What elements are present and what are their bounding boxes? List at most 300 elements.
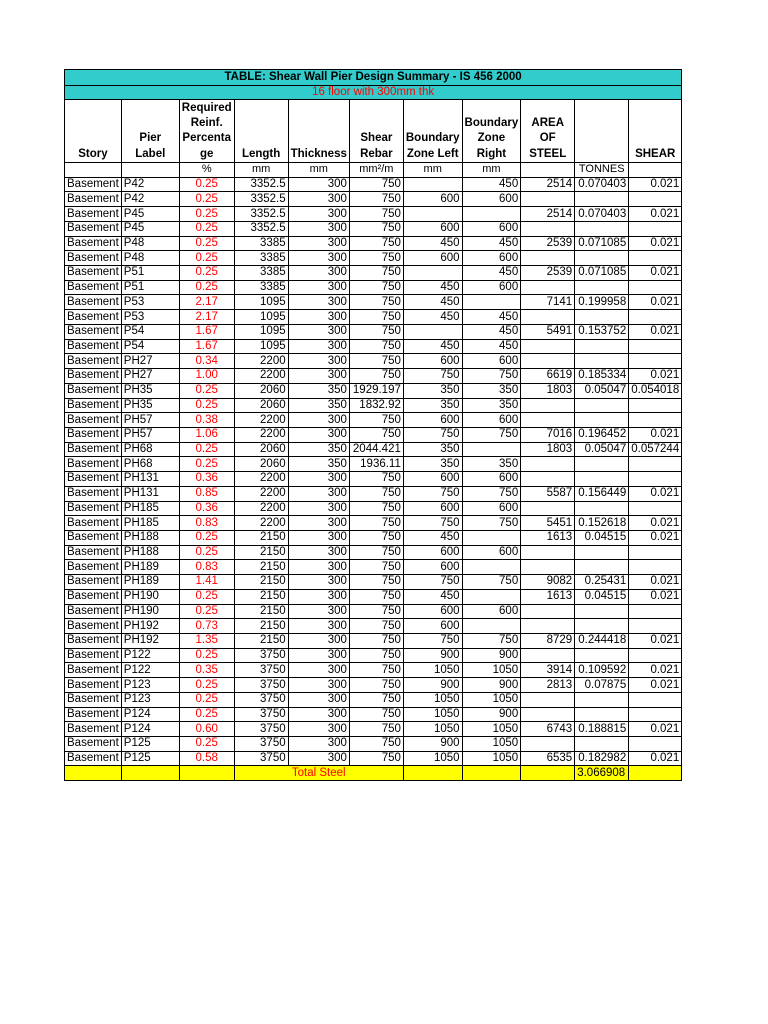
cell-shear-rebar[interactable]: 1832.92 (349, 398, 403, 413)
table-subtitle[interactable]: 16 floor with 300mm thk (65, 86, 682, 100)
cell-thickness[interactable]: 300 (288, 192, 349, 207)
cell-boundary-zone-right[interactable]: 350 (462, 457, 521, 472)
cell-required-reinf[interactable]: 0.25 (179, 678, 234, 693)
cell-shear[interactable] (629, 707, 682, 722)
cell-required-reinf[interactable]: 0.25 (179, 383, 234, 398)
unit-required-reinf[interactable]: % (179, 163, 234, 178)
total-steel-label[interactable]: Total Steel (234, 766, 403, 781)
cell-boundary-zone-right[interactable]: 1050 (462, 663, 521, 678)
cell-length[interactable]: 2200 (234, 413, 288, 428)
cell-story[interactable]: Basement (65, 545, 122, 560)
cell-area-of-steel[interactable]: 1613 (521, 589, 575, 604)
cell-area-of-steel[interactable]: 6619 (521, 369, 575, 384)
cell-boundary-zone-left[interactable]: 450 (403, 280, 462, 295)
cell-pier-label[interactable]: PH68 (121, 442, 179, 457)
cell-required-reinf[interactable]: 0.25 (179, 707, 234, 722)
cell-tonnes[interactable]: 0.04515 (575, 589, 629, 604)
cell-length[interactable]: 3352.5 (234, 207, 288, 222)
cell-shear-rebar[interactable]: 750 (349, 516, 403, 531)
cell-tonnes[interactable]: 0.109592 (575, 663, 629, 678)
cell-pier-label[interactable]: PH190 (121, 604, 179, 619)
cell-shear-rebar[interactable]: 750 (349, 177, 403, 192)
cell-thickness[interactable]: 300 (288, 251, 349, 266)
cell-boundary-zone-left[interactable]: 600 (403, 545, 462, 560)
cell-pier-label[interactable]: P125 (121, 737, 179, 752)
cell-pier-label[interactable]: PH192 (121, 619, 179, 634)
cell-boundary-zone-right[interactable] (462, 619, 521, 634)
cell-pier-label[interactable]: P122 (121, 648, 179, 663)
cell-story[interactable]: Basement (65, 177, 122, 192)
cell-shear[interactable]: 0.021 (629, 295, 682, 310)
cell-boundary-zone-right[interactable] (462, 560, 521, 575)
cell-boundary-zone-left[interactable]: 600 (403, 354, 462, 369)
cell-story[interactable]: Basement (65, 192, 122, 207)
cell-story[interactable]: Basement (65, 310, 122, 325)
total-blank-1[interactable] (65, 766, 122, 781)
cell-required-reinf[interactable]: 1.06 (179, 427, 234, 442)
cell-story[interactable]: Basement (65, 324, 122, 339)
cell-required-reinf[interactable]: 0.25 (179, 442, 234, 457)
cell-story[interactable]: Basement (65, 634, 122, 649)
cell-shear[interactable] (629, 310, 682, 325)
cell-tonnes[interactable] (575, 737, 629, 752)
total-blank-3[interactable] (179, 766, 234, 781)
cell-length[interactable]: 1095 (234, 339, 288, 354)
cell-story[interactable]: Basement (65, 236, 122, 251)
cell-pier-label[interactable]: PH188 (121, 530, 179, 545)
cell-pier-label[interactable]: P124 (121, 722, 179, 737)
cell-tonnes[interactable] (575, 221, 629, 236)
cell-required-reinf[interactable]: 0.25 (179, 177, 234, 192)
cell-area-of-steel[interactable]: 7141 (521, 295, 575, 310)
cell-required-reinf[interactable]: 1.00 (179, 369, 234, 384)
cell-boundary-zone-right[interactable]: 1050 (462, 722, 521, 737)
header-tonnes[interactable] (575, 100, 629, 163)
cell-tonnes[interactable] (575, 707, 629, 722)
cell-story[interactable]: Basement (65, 472, 122, 487)
header-required-reinf[interactable]: Required Reinf. Percenta ge (179, 100, 234, 163)
cell-required-reinf[interactable]: 0.73 (179, 619, 234, 634)
cell-shear-rebar[interactable]: 750 (349, 501, 403, 516)
cell-thickness[interactable]: 300 (288, 369, 349, 384)
cell-story[interactable]: Basement (65, 369, 122, 384)
cell-required-reinf[interactable]: 0.35 (179, 663, 234, 678)
cell-boundary-zone-left[interactable]: 450 (403, 310, 462, 325)
cell-boundary-zone-left[interactable]: 450 (403, 339, 462, 354)
total-steel-tonnes[interactable]: 3.066908 (575, 766, 629, 781)
cell-area-of-steel[interactable]: 6743 (521, 722, 575, 737)
cell-shear[interactable] (629, 457, 682, 472)
cell-pier-label[interactable]: P123 (121, 678, 179, 693)
cell-story[interactable]: Basement (65, 737, 122, 752)
cell-shear[interactable] (629, 560, 682, 575)
cell-shear-rebar[interactable]: 750 (349, 530, 403, 545)
cell-length[interactable]: 2200 (234, 369, 288, 384)
cell-pier-label[interactable]: PH131 (121, 486, 179, 501)
cell-shear[interactable] (629, 280, 682, 295)
cell-required-reinf[interactable]: 0.38 (179, 413, 234, 428)
cell-tonnes[interactable] (575, 692, 629, 707)
cell-area-of-steel[interactable] (521, 501, 575, 516)
cell-story[interactable]: Basement (65, 398, 122, 413)
cell-boundary-zone-left[interactable]: 450 (403, 236, 462, 251)
cell-thickness[interactable]: 300 (288, 737, 349, 752)
cell-tonnes[interactable]: 0.04515 (575, 530, 629, 545)
cell-shear[interactable]: 0.021 (629, 207, 682, 222)
cell-length[interactable]: 2200 (234, 501, 288, 516)
cell-story[interactable]: Basement (65, 619, 122, 634)
cell-shear[interactable] (629, 339, 682, 354)
cell-thickness[interactable]: 300 (288, 207, 349, 222)
cell-story[interactable]: Basement (65, 575, 122, 590)
cell-shear[interactable] (629, 648, 682, 663)
cell-boundary-zone-left[interactable]: 350 (403, 442, 462, 457)
cell-story[interactable]: Basement (65, 692, 122, 707)
cell-boundary-zone-right[interactable]: 450 (462, 324, 521, 339)
cell-shear[interactable]: 0.021 (629, 486, 682, 501)
cell-boundary-zone-right[interactable]: 600 (462, 472, 521, 487)
cell-tonnes[interactable] (575, 648, 629, 663)
cell-shear[interactable]: 0.021 (629, 516, 682, 531)
cell-shear-rebar[interactable]: 750 (349, 236, 403, 251)
cell-area-of-steel[interactable] (521, 737, 575, 752)
cell-story[interactable]: Basement (65, 280, 122, 295)
cell-pier-label[interactable]: P53 (121, 295, 179, 310)
cell-required-reinf[interactable]: 0.25 (179, 221, 234, 236)
cell-pier-label[interactable]: P124 (121, 707, 179, 722)
cell-area-of-steel[interactable] (521, 354, 575, 369)
cell-boundary-zone-left[interactable]: 600 (403, 251, 462, 266)
cell-pier-label[interactable]: PH57 (121, 413, 179, 428)
cell-pier-label[interactable]: PH35 (121, 383, 179, 398)
header-boundary-zone-left[interactable]: Boundary Zone Left (403, 100, 462, 163)
cell-boundary-zone-left[interactable]: 350 (403, 398, 462, 413)
cell-thickness[interactable]: 300 (288, 545, 349, 560)
cell-boundary-zone-left[interactable]: 450 (403, 589, 462, 604)
cell-thickness[interactable]: 300 (288, 663, 349, 678)
cell-area-of-steel[interactable] (521, 339, 575, 354)
cell-required-reinf[interactable]: 0.60 (179, 722, 234, 737)
cell-boundary-zone-right[interactable]: 900 (462, 648, 521, 663)
cell-pier-label[interactable]: P48 (121, 251, 179, 266)
cell-pier-label[interactable]: PH185 (121, 501, 179, 516)
cell-boundary-zone-right[interactable]: 900 (462, 707, 521, 722)
cell-pier-label[interactable]: PH57 (121, 427, 179, 442)
cell-area-of-steel[interactable]: 5491 (521, 324, 575, 339)
cell-length[interactable]: 3385 (234, 236, 288, 251)
cell-area-of-steel[interactable] (521, 398, 575, 413)
cell-tonnes[interactable] (575, 280, 629, 295)
cell-thickness[interactable]: 300 (288, 516, 349, 531)
cell-area-of-steel[interactable] (521, 472, 575, 487)
cell-shear[interactable] (629, 501, 682, 516)
cell-pier-label[interactable]: P42 (121, 177, 179, 192)
cell-story[interactable]: Basement (65, 707, 122, 722)
cell-area-of-steel[interactable]: 6535 (521, 751, 575, 766)
cell-boundary-zone-left[interactable]: 1050 (403, 663, 462, 678)
cell-pier-label[interactable]: PH190 (121, 589, 179, 604)
cell-shear[interactable] (629, 251, 682, 266)
cell-length[interactable]: 3750 (234, 707, 288, 722)
cell-area-of-steel[interactable]: 5587 (521, 486, 575, 501)
cell-shear[interactable]: 0.021 (629, 722, 682, 737)
unit-pier-label[interactable] (121, 163, 179, 178)
cell-tonnes[interactable] (575, 192, 629, 207)
cell-pier-label[interactable]: P54 (121, 324, 179, 339)
cell-story[interactable]: Basement (65, 560, 122, 575)
cell-boundary-zone-left[interactable]: 1050 (403, 707, 462, 722)
cell-thickness[interactable]: 300 (288, 722, 349, 737)
cell-pier-label[interactable]: PH35 (121, 398, 179, 413)
cell-shear-rebar[interactable]: 750 (349, 413, 403, 428)
cell-required-reinf[interactable]: 0.25 (179, 192, 234, 207)
cell-length[interactable]: 3352.5 (234, 177, 288, 192)
cell-area-of-steel[interactable] (521, 560, 575, 575)
cell-required-reinf[interactable]: 0.25 (179, 280, 234, 295)
cell-thickness[interactable]: 300 (288, 266, 349, 281)
cell-shear-rebar[interactable]: 750 (349, 207, 403, 222)
cell-area-of-steel[interactable] (521, 648, 575, 663)
cell-required-reinf[interactable]: 0.85 (179, 486, 234, 501)
cell-area-of-steel[interactable]: 7016 (521, 427, 575, 442)
cell-boundary-zone-left[interactable]: 600 (403, 619, 462, 634)
cell-required-reinf[interactable]: 0.25 (179, 648, 234, 663)
cell-tonnes[interactable] (575, 251, 629, 266)
cell-shear[interactable] (629, 545, 682, 560)
cell-shear-rebar[interactable]: 750 (349, 472, 403, 487)
cell-shear-rebar[interactable]: 750 (349, 663, 403, 678)
cell-thickness[interactable]: 300 (288, 648, 349, 663)
cell-length[interactable]: 2200 (234, 354, 288, 369)
header-length[interactable]: Length (234, 100, 288, 163)
cell-story[interactable]: Basement (65, 383, 122, 398)
cell-shear-rebar[interactable]: 750 (349, 737, 403, 752)
cell-area-of-steel[interactable]: 9082 (521, 575, 575, 590)
cell-tonnes[interactable]: 0.070403 (575, 177, 629, 192)
cell-thickness[interactable]: 300 (288, 619, 349, 634)
cell-thickness[interactable]: 300 (288, 751, 349, 766)
cell-boundary-zone-right[interactable] (462, 442, 521, 457)
cell-tonnes[interactable]: 0.152618 (575, 516, 629, 531)
cell-thickness[interactable]: 300 (288, 472, 349, 487)
cell-pier-label[interactable]: P51 (121, 266, 179, 281)
cell-boundary-zone-left[interactable]: 900 (403, 737, 462, 752)
cell-required-reinf[interactable]: 0.25 (179, 604, 234, 619)
cell-boundary-zone-left[interactable]: 600 (403, 192, 462, 207)
cell-length[interactable]: 2200 (234, 427, 288, 442)
cell-length[interactable]: 2150 (234, 530, 288, 545)
cell-length[interactable]: 2200 (234, 472, 288, 487)
cell-required-reinf[interactable]: 2.17 (179, 295, 234, 310)
cell-shear[interactable]: 0.021 (629, 575, 682, 590)
cell-pier-label[interactable]: PH27 (121, 354, 179, 369)
cell-area-of-steel[interactable]: 5451 (521, 516, 575, 531)
cell-thickness[interactable]: 350 (288, 398, 349, 413)
cell-length[interactable]: 2060 (234, 457, 288, 472)
cell-length[interactable]: 2150 (234, 589, 288, 604)
cell-shear[interactable]: 0.021 (629, 634, 682, 649)
cell-pier-label[interactable]: P53 (121, 310, 179, 325)
cell-shear-rebar[interactable]: 1936.11 (349, 457, 403, 472)
cell-boundary-zone-left[interactable]: 350 (403, 457, 462, 472)
cell-tonnes[interactable] (575, 339, 629, 354)
cell-thickness[interactable]: 300 (288, 678, 349, 693)
cell-boundary-zone-right[interactable]: 450 (462, 339, 521, 354)
cell-shear-rebar[interactable]: 750 (349, 751, 403, 766)
cell-boundary-zone-left[interactable]: 750 (403, 516, 462, 531)
cell-pier-label[interactable]: P45 (121, 221, 179, 236)
cell-required-reinf[interactable]: 0.25 (179, 545, 234, 560)
cell-length[interactable]: 3750 (234, 751, 288, 766)
cell-tonnes[interactable] (575, 472, 629, 487)
cell-area-of-steel[interactable] (521, 707, 575, 722)
cell-length[interactable]: 3385 (234, 280, 288, 295)
cell-length[interactable]: 2150 (234, 560, 288, 575)
cell-required-reinf[interactable]: 0.25 (179, 207, 234, 222)
cell-boundary-zone-left[interactable]: 600 (403, 604, 462, 619)
cell-shear-rebar[interactable]: 750 (349, 251, 403, 266)
cell-boundary-zone-right[interactable]: 750 (462, 369, 521, 384)
cell-tonnes[interactable]: 0.199958 (575, 295, 629, 310)
cell-required-reinf[interactable]: 1.67 (179, 339, 234, 354)
cell-shear[interactable]: 0.021 (629, 369, 682, 384)
cell-boundary-zone-right[interactable]: 1050 (462, 692, 521, 707)
cell-shear[interactable] (629, 354, 682, 369)
cell-pier-label[interactable]: P45 (121, 207, 179, 222)
cell-shear-rebar[interactable]: 750 (349, 575, 403, 590)
cell-boundary-zone-right[interactable]: 600 (462, 413, 521, 428)
cell-shear-rebar[interactable]: 750 (349, 589, 403, 604)
cell-story[interactable]: Basement (65, 530, 122, 545)
cell-shear[interactable] (629, 413, 682, 428)
cell-tonnes[interactable] (575, 619, 629, 634)
cell-tonnes[interactable] (575, 545, 629, 560)
cell-area-of-steel[interactable]: 2514 (521, 177, 575, 192)
cell-shear[interactable] (629, 221, 682, 236)
cell-length[interactable]: 1095 (234, 310, 288, 325)
cell-shear-rebar[interactable]: 750 (349, 295, 403, 310)
unit-area-of-steel[interactable] (521, 163, 575, 178)
cell-area-of-steel[interactable]: 1613 (521, 530, 575, 545)
cell-area-of-steel[interactable] (521, 192, 575, 207)
cell-boundary-zone-left[interactable]: 450 (403, 530, 462, 545)
cell-boundary-zone-right[interactable]: 600 (462, 280, 521, 295)
cell-pier-label[interactable]: PH185 (121, 516, 179, 531)
cell-boundary-zone-left[interactable]: 1050 (403, 722, 462, 737)
cell-tonnes[interactable]: 0.156449 (575, 486, 629, 501)
cell-length[interactable]: 2200 (234, 516, 288, 531)
cell-required-reinf[interactable]: 0.58 (179, 751, 234, 766)
cell-thickness[interactable]: 300 (288, 530, 349, 545)
cell-area-of-steel[interactable]: 2813 (521, 678, 575, 693)
cell-length[interactable]: 3750 (234, 678, 288, 693)
total-blank-2[interactable] (121, 766, 179, 781)
cell-boundary-zone-right[interactable]: 450 (462, 236, 521, 251)
cell-tonnes[interactable] (575, 354, 629, 369)
cell-thickness[interactable]: 300 (288, 354, 349, 369)
cell-shear-rebar[interactable]: 750 (349, 722, 403, 737)
cell-tonnes[interactable]: 0.185334 (575, 369, 629, 384)
cell-boundary-zone-left[interactable]: 900 (403, 678, 462, 693)
cell-required-reinf[interactable]: 0.25 (179, 251, 234, 266)
unit-shear-rebar[interactable]: mm²/m (349, 163, 403, 178)
cell-shear-rebar[interactable]: 750 (349, 310, 403, 325)
header-story[interactable]: Story (65, 100, 122, 163)
cell-story[interactable]: Basement (65, 427, 122, 442)
cell-boundary-zone-left[interactable]: 750 (403, 486, 462, 501)
cell-boundary-zone-right[interactable]: 600 (462, 545, 521, 560)
cell-boundary-zone-right[interactable]: 350 (462, 398, 521, 413)
cell-boundary-zone-left[interactable]: 1050 (403, 692, 462, 707)
cell-story[interactable]: Basement (65, 221, 122, 236)
cell-area-of-steel[interactable] (521, 457, 575, 472)
cell-story[interactable]: Basement (65, 413, 122, 428)
cell-thickness[interactable]: 300 (288, 339, 349, 354)
cell-required-reinf[interactable]: 0.25 (179, 589, 234, 604)
cell-thickness[interactable]: 300 (288, 310, 349, 325)
cell-shear-rebar[interactable]: 750 (349, 339, 403, 354)
header-shear[interactable]: SHEAR (629, 100, 682, 163)
cell-length[interactable]: 2060 (234, 442, 288, 457)
cell-thickness[interactable]: 300 (288, 324, 349, 339)
cell-shear[interactable]: 0.021 (629, 663, 682, 678)
cell-story[interactable]: Basement (65, 751, 122, 766)
cell-thickness[interactable]: 350 (288, 442, 349, 457)
cell-length[interactable]: 3385 (234, 251, 288, 266)
unit-shear[interactable] (629, 163, 682, 178)
header-shear-rebar[interactable]: Shear Rebar (349, 100, 403, 163)
cell-boundary-zone-right[interactable]: 750 (462, 516, 521, 531)
cell-boundary-zone-right[interactable]: 900 (462, 678, 521, 693)
cell-pier-label[interactable]: PH189 (121, 560, 179, 575)
cell-thickness[interactable]: 300 (288, 692, 349, 707)
cell-story[interactable]: Basement (65, 589, 122, 604)
cell-boundary-zone-left[interactable]: 750 (403, 575, 462, 590)
cell-thickness[interactable]: 300 (288, 575, 349, 590)
cell-tonnes[interactable]: 0.25431 (575, 575, 629, 590)
cell-shear[interactable] (629, 619, 682, 634)
cell-story[interactable]: Basement (65, 604, 122, 619)
cell-tonnes[interactable]: 0.05047 (575, 383, 629, 398)
cell-tonnes[interactable]: 0.196452 (575, 427, 629, 442)
cell-shear-rebar[interactable]: 750 (349, 634, 403, 649)
cell-shear-rebar[interactable]: 2044.421 (349, 442, 403, 457)
cell-required-reinf[interactable]: 0.83 (179, 560, 234, 575)
cell-length[interactable]: 2150 (234, 634, 288, 649)
cell-tonnes[interactable] (575, 501, 629, 516)
cell-tonnes[interactable] (575, 310, 629, 325)
cell-boundary-zone-right[interactable]: 1050 (462, 737, 521, 752)
unit-length[interactable]: mm (234, 163, 288, 178)
cell-boundary-zone-left[interactable]: 600 (403, 501, 462, 516)
cell-shear-rebar[interactable]: 750 (349, 619, 403, 634)
cell-area-of-steel[interactable]: 2539 (521, 236, 575, 251)
cell-tonnes[interactable]: 0.244418 (575, 634, 629, 649)
cell-tonnes[interactable] (575, 560, 629, 575)
cell-tonnes[interactable]: 0.153752 (575, 324, 629, 339)
cell-story[interactable]: Basement (65, 442, 122, 457)
cell-boundary-zone-left[interactable]: 600 (403, 560, 462, 575)
cell-boundary-zone-left[interactable]: 1050 (403, 751, 462, 766)
cell-shear[interactable]: 0.054018 (629, 383, 682, 398)
cell-shear-rebar[interactable]: 750 (349, 427, 403, 442)
unit-boundary-zone-left[interactable]: mm (403, 163, 462, 178)
cell-story[interactable]: Basement (65, 516, 122, 531)
cell-required-reinf[interactable]: 0.25 (179, 236, 234, 251)
cell-tonnes[interactable]: 0.071085 (575, 236, 629, 251)
cell-shear-rebar[interactable]: 1929.197 (349, 383, 403, 398)
cell-shear-rebar[interactable]: 750 (349, 266, 403, 281)
